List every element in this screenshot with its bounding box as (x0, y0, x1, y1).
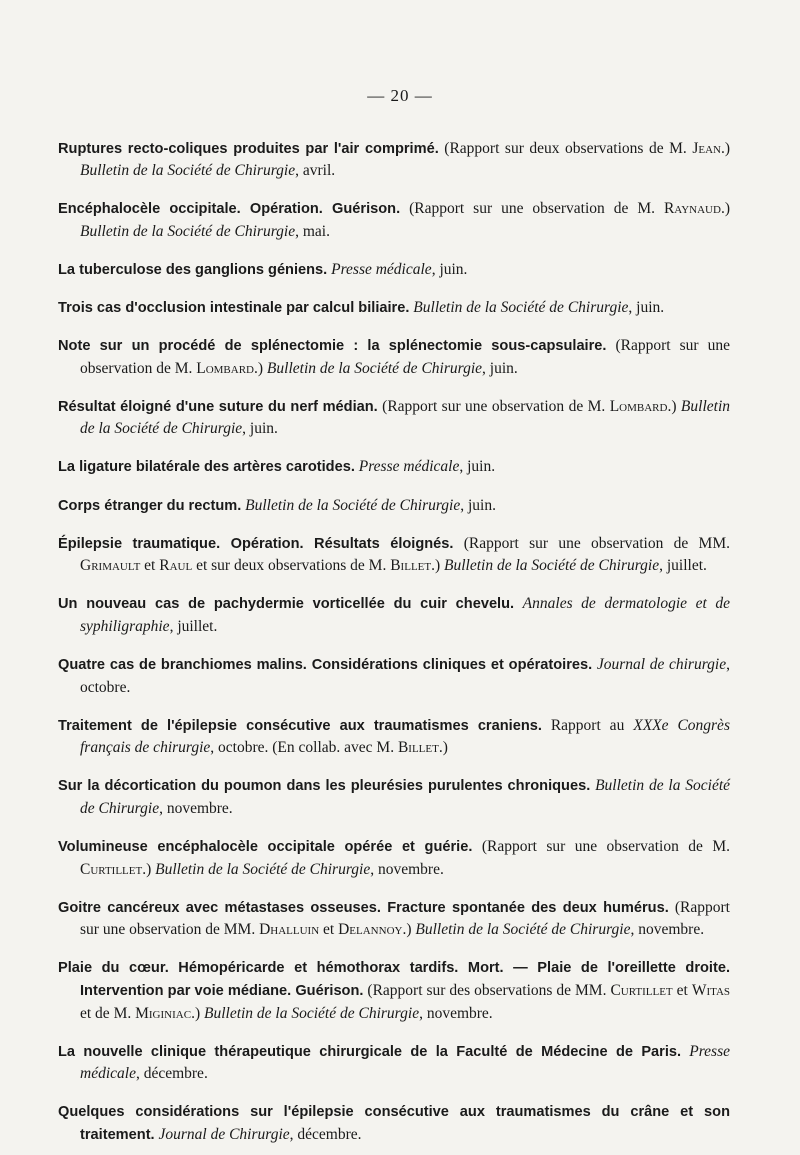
bibliography-entry (58, 897, 730, 942)
entry-title: Volumineuse encéphalocèle occipitale opérée et guérie. (58, 839, 473, 856)
entry-text: (Rapport sur une observation de M. (400, 200, 664, 218)
entry-title: Traitement de l'épilepsie consécutive aux traumatismes craniens. (58, 717, 542, 734)
publication-source: Presse médicale (358, 458, 460, 476)
bibliography-entry (58, 593, 730, 638)
bibliography-entry (58, 297, 730, 320)
entry-text: , novembre. (630, 921, 705, 939)
publication-source: Bulletin de la Société de Chirurgie (80, 222, 296, 240)
entry-title: Note sur un procédé de splénectomie : la splénectomie sous-capsulaire. (58, 338, 607, 355)
bibliography-entry (58, 1041, 730, 1086)
author-name: Billet (397, 739, 439, 757)
entry-text: (Rapport sur une observation de M. (472, 838, 730, 856)
entry-text: et (319, 921, 339, 939)
entry-text: et de M. (80, 1004, 136, 1022)
entry-text: .) (402, 921, 416, 939)
entry-text: (Rapport sur des observations de MM. (363, 982, 611, 1000)
entry-text: (Rapport sur une observation de MM. (453, 534, 730, 552)
bibliography-entry (58, 396, 730, 441)
publication-source: Bulletin de la Société de Chirurgie (245, 496, 461, 514)
publication-source: Journal de Chirurgie (158, 1126, 290, 1143)
entry-title: Trois cas d'occlusion intestinale par calcul biliaire. (58, 299, 410, 316)
entry-title: Plaie du cœur. Hémopéricarde et hémothorax tardifs. Mort. — Plaie de l'oreillette droite. Intervention par voie médiane. Guérison. (58, 960, 730, 1000)
entry-text: (Rapport sur une observation de MM. (80, 898, 730, 939)
entry-text: , mai. (295, 222, 330, 240)
publication-source: Presse médicale (80, 1042, 730, 1083)
entry-text: , juin. (460, 496, 496, 514)
bibliography-entry (58, 259, 730, 282)
entry-title: Résultat éloigné d'une suture du nerf médian. (58, 398, 378, 415)
bibliography-list (58, 122, 730, 1155)
entry-title: Goitre cancéreux avec métastases osseuses. Fracture spontanée des deux humérus. (58, 899, 669, 916)
entry-title: Encéphalocèle occipitale. Opération. Guérison. (58, 201, 401, 218)
bibliography-entry (58, 654, 730, 699)
publication-source: Bulletin de la Société de Chirurgie (80, 777, 731, 817)
page-number: — 20 — (367, 86, 433, 105)
bibliography-entry (58, 198, 730, 243)
entry-title: Quelques considérations sur l'épilepsie consécutive aux traumatismes du crâne et son traitement. (58, 1104, 730, 1143)
bibliography-entry (58, 1101, 730, 1146)
publication-source: Bulletin de la Société de Chirurgie (444, 557, 660, 575)
entry-text: (Rapport sur une observation de M. (80, 337, 730, 377)
entry-text: et sur deux observations de M. (192, 557, 391, 575)
author-name: Curtillet (80, 860, 143, 878)
entry-title: La ligature bilatérale des artères carotides. (58, 459, 355, 476)
entry-text: , avril. (295, 162, 336, 180)
publication-source: Bulletin de la Société de Chirurgie (203, 1004, 420, 1022)
entry-text: , novembre. (370, 860, 444, 878)
bibliography-entry (58, 957, 730, 1025)
entry-title: Quatre cas de branchiomes malins. Considérations cliniques et opératoires. (58, 657, 593, 673)
entry-text: (Rapport sur une observation de M. (377, 397, 610, 415)
entry-text: , juin. (482, 359, 518, 377)
bibliography-entry (58, 138, 730, 183)
publication-source: Bulletin de la Société de Chirurgie (415, 921, 631, 939)
entry-text: .) (667, 397, 681, 415)
publication-source: Presse médicale (331, 260, 432, 278)
entry-text: .) (142, 860, 156, 878)
entry-text: , juin. (431, 260, 468, 278)
entry-text: .) (720, 200, 730, 218)
entry-title: Ruptures recto-coliques produites par l'air comprimé. (58, 140, 439, 157)
entry-text: et (672, 982, 692, 1000)
author-name: Miginiac (135, 1004, 192, 1022)
entry-text: .) (191, 1004, 204, 1022)
entry-title: La nouvelle clinique thérapeutique chirurgicale de la Faculté de Médecine de Paris. (58, 1043, 682, 1060)
publication-source: Bulletin de la Société de Chirurgie (80, 397, 730, 438)
entry-text: et (140, 557, 160, 575)
entry-text: , juin. (242, 420, 278, 438)
bibliography-entry (58, 775, 730, 820)
entry-text: , décembre. (135, 1065, 208, 1083)
entry-text: , novembre. (419, 1004, 493, 1022)
entry-text: , juin. (628, 298, 665, 316)
entry-text: .) (438, 739, 448, 757)
bibliography-entry (58, 836, 730, 881)
publication-source: Annales de dermatologie et de syphiligraphie (80, 595, 730, 635)
bibliography-entry (58, 335, 730, 380)
publication-source: Bulletin de la Société de Chirurgie (413, 298, 629, 316)
author-name: Lombard (196, 359, 254, 377)
author-name: Witas (691, 982, 731, 1000)
author-name: Delannoy (338, 921, 403, 939)
entry-text: , novembre. (159, 799, 233, 817)
entry-text (514, 595, 523, 612)
publication-source: Journal de chirurgie (596, 656, 727, 673)
entry-text: , octobre. (En collab. avec M. (210, 739, 398, 757)
entry-text: .) (720, 139, 730, 157)
publication-source: Bulletin de la Société de Chirurgie (80, 162, 296, 180)
entry-text: , décembre. (289, 1126, 362, 1143)
entry-text: (Rapport sur deux observations de M. (438, 139, 693, 157)
bibliography-entry (58, 456, 730, 479)
author-name: Curtillet (610, 982, 673, 1000)
entry-text: , octobre. (80, 656, 730, 696)
author-name: Lombard (609, 397, 668, 415)
entry-title: Corps étranger du rectum. (58, 497, 242, 514)
publication-source: Bulletin de la Société de Chirurgie (266, 359, 483, 377)
bibliography-entry (58, 533, 730, 578)
author-name: Dhalluin (259, 921, 320, 939)
bibliography-entry (58, 495, 730, 518)
entry-title: Épilepsie traumatique. Opération. Résultats éloignés. (58, 535, 454, 552)
entry-text: , juillet. (659, 557, 707, 575)
author-name: Raynaud (663, 200, 721, 218)
entry-text: , juillet. (169, 617, 218, 635)
entry-text: Rapport au (541, 716, 634, 734)
entry-text: , juin. (459, 458, 496, 476)
author-name: Jean (692, 139, 721, 157)
bibliography-entry (58, 715, 730, 760)
entry-title: La tuberculose des ganglions géniens. (58, 261, 328, 278)
publication-source: Bulletin de la Société de Chirurgie (155, 860, 371, 878)
publication-source: XXXe Congrès français de chirurgie (80, 716, 730, 757)
entry-text: .) (254, 359, 267, 377)
author-name: Raul (159, 557, 193, 575)
author-name: Grimault (80, 557, 141, 575)
author-name: Billet (390, 557, 432, 575)
entry-title: Sur la décortication du poumon dans les pleurésies purulentes chroniques. (58, 778, 591, 795)
entry-text: .) (431, 557, 445, 575)
entry-title: Un nouveau cas de pachydermie vorticellée du cuir chevelu. (58, 596, 515, 613)
